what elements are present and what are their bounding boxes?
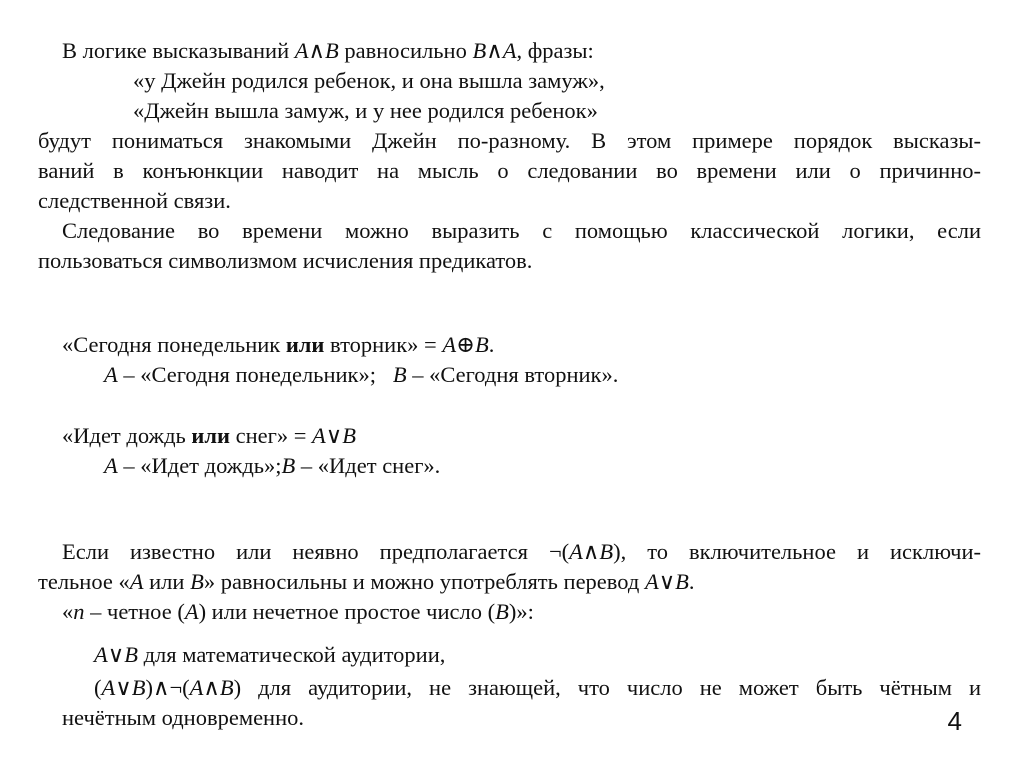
operator: ∧: [308, 38, 325, 63]
para1-line1: [62, 37, 594, 64]
para4-line3: нечётным одновременно.: [62, 705, 305, 730]
var: A: [189, 675, 204, 700]
text: для математической аудитории,: [137, 642, 446, 667]
var: B: [474, 332, 489, 357]
var: A: [104, 453, 118, 478]
text: или: [143, 569, 191, 594]
bold-word: или: [191, 423, 230, 448]
text: – «Идет снег».: [295, 453, 441, 478]
var: A: [184, 599, 199, 624]
text: (: [182, 675, 190, 700]
var: A: [104, 362, 118, 387]
text: (: [561, 539, 570, 564]
operator: ∧: [203, 675, 220, 700]
text: , фразы:: [516, 38, 594, 63]
para4-line1: [94, 641, 445, 668]
var: A: [644, 569, 659, 594]
text: – «Сегодня вторник».: [406, 362, 619, 387]
text: ) для аудитории, не знающей, что число не может быть чётным и: [233, 675, 981, 700]
var: A: [294, 38, 309, 63]
text: – четное (: [84, 599, 185, 624]
para2-line1: Следование во времени можно выразить с помощью классической логики, если: [62, 218, 981, 243]
para2-line2: пользоваться символизмом исчисления предикатов.: [38, 248, 533, 273]
var: n: [73, 599, 85, 624]
operator: ∨: [107, 642, 125, 667]
quote-1: «у Джейн родился ребенок, и она вышла замуж»,: [133, 68, 605, 93]
var: A: [442, 332, 457, 357]
example1-definitions: [104, 361, 618, 388]
var: B: [131, 675, 146, 700]
var: B: [495, 599, 509, 624]
text: )∧: [145, 675, 170, 700]
operator: ∨: [325, 423, 343, 448]
text: равносильно: [338, 38, 473, 63]
para1-line4: будут пониматься знакомыми Джейн по-разному. В этом примере порядок высказы-: [38, 128, 981, 153]
para3-line1: [62, 538, 981, 565]
negation: ¬: [169, 675, 183, 700]
var: A: [101, 675, 116, 700]
text: – «Сегодня понедельник»;: [117, 362, 393, 387]
var: A: [312, 423, 326, 448]
operator: ∧: [582, 539, 600, 564]
var: B: [472, 38, 487, 63]
operator: ∧: [486, 38, 503, 63]
var: B: [190, 569, 204, 594]
var: B: [324, 38, 339, 63]
text: – «Идет дождь»;: [117, 453, 282, 478]
var: B: [124, 642, 138, 667]
var: B: [675, 569, 689, 594]
text: » равносильны и можно употреблять перевод: [203, 569, 645, 594]
text: Если известно или неявно предполагается: [62, 539, 549, 564]
var: B: [281, 453, 296, 478]
text: вторник» =: [324, 332, 443, 357]
text: )»:: [508, 599, 534, 624]
var: B: [392, 362, 407, 387]
example2-statement: [62, 422, 356, 449]
text: «Идет дождь: [62, 423, 192, 448]
text: «: [62, 599, 74, 624]
example2-definitions: [104, 452, 440, 479]
var: A: [129, 569, 144, 594]
bold-word: или: [285, 332, 325, 357]
page-number: 4: [947, 706, 962, 736]
text: тельное «: [38, 569, 130, 594]
var: B: [599, 539, 614, 564]
negation: ¬: [548, 539, 562, 564]
example1-statement: [62, 331, 494, 358]
operator: ∨: [115, 675, 132, 700]
text: .: [488, 332, 495, 357]
var: A: [502, 38, 517, 63]
text: .: [688, 569, 695, 594]
text: (: [94, 675, 102, 700]
para1-line5: ваний в конъюнкции наводит на мысль о следовании во времени или о причинно-: [38, 158, 981, 183]
text: снег» =: [229, 423, 313, 448]
text: «Сегодня понедельник: [62, 332, 286, 357]
quote-2: «Джейн вышла замуж, и у нее родился ребенок»: [133, 98, 598, 123]
text: В логике высказываний: [62, 38, 295, 63]
operator: ⊕: [456, 332, 475, 357]
var: A: [94, 642, 108, 667]
operator: ∨: [658, 569, 676, 594]
var: B: [219, 675, 234, 700]
var: B: [342, 423, 357, 448]
var: A: [569, 539, 583, 564]
para4-line2: [94, 674, 981, 701]
text: ), то включительное и исключи-: [613, 539, 981, 564]
para3-line2: [38, 568, 695, 595]
para3-line3: [62, 598, 534, 625]
text: ) или нечетное простое число (: [198, 599, 496, 624]
para1-line6: следственной связи.: [38, 188, 231, 213]
